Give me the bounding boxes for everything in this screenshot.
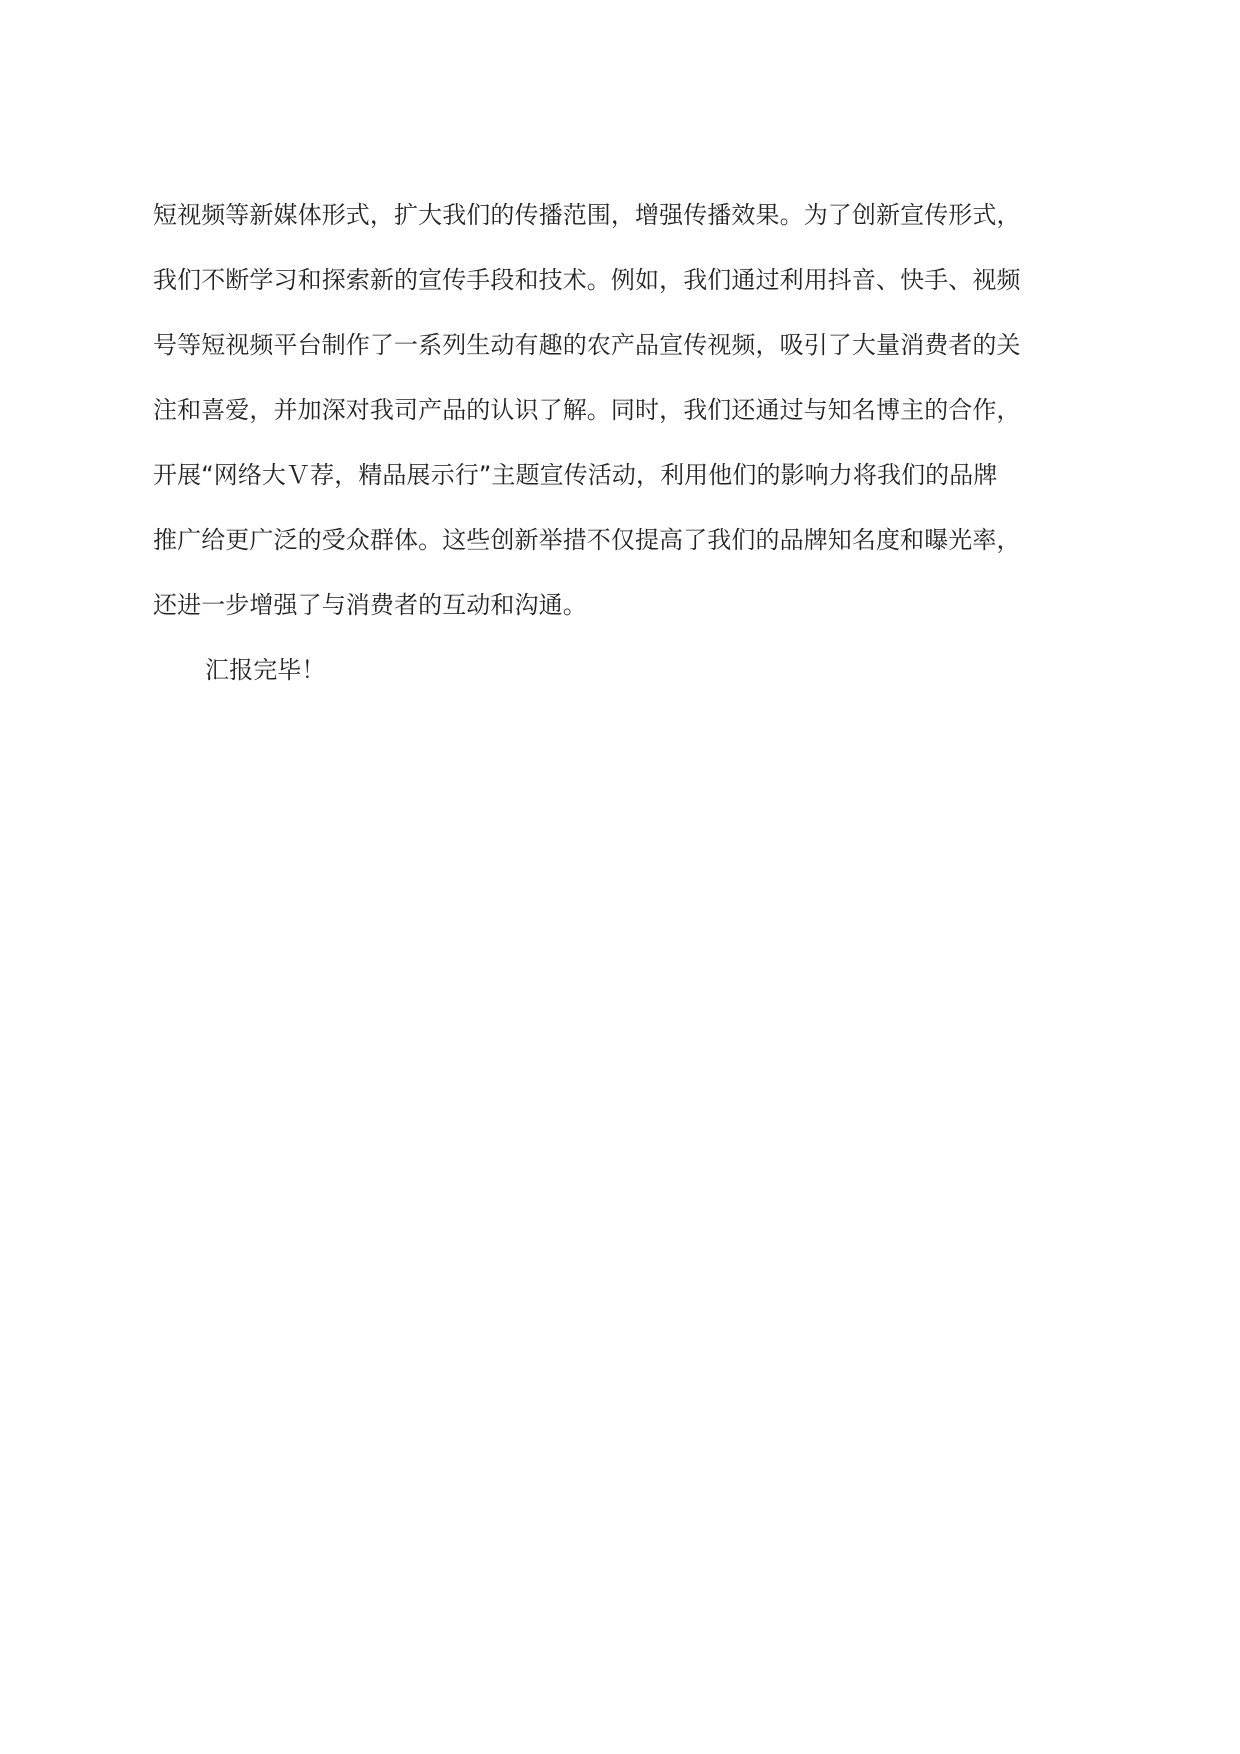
- paragraph-line: 注和喜爱，并加深对我司产品的认识了解。同时，我们还通过与知名博主的合作，: [153, 396, 1021, 424]
- paragraph-line: 号等短视频平台制作了一系列生动有趣的农产品宣传视频，吸引了大量消费者的关: [153, 331, 1021, 359]
- body-text: [153, 190, 1093, 710]
- paragraph-line: 我们不断学习和探索新的宣传手段和技术。例如，我们通过利用抖音、快手、视频: [153, 266, 1021, 294]
- paragraph-line: 短视频等新媒体形式，扩大我们的传播范围，增强传播效果。为了创新宣传形式，: [153, 201, 1021, 229]
- closing-line: 汇报完毕！: [205, 656, 326, 684]
- paragraph-line: 推广给更广泛的受众群体。这些创新举措不仅提高了我们的品牌知名度和曝光率，: [153, 526, 1021, 554]
- paragraph-line: 还进一步增强了与消费者的互动和沟通。: [153, 591, 587, 619]
- paragraph-line: 开展“网络大Ｖ荐，精品展示行”主题宣传活动，利用他们的影响力将我们的品牌: [153, 461, 998, 489]
